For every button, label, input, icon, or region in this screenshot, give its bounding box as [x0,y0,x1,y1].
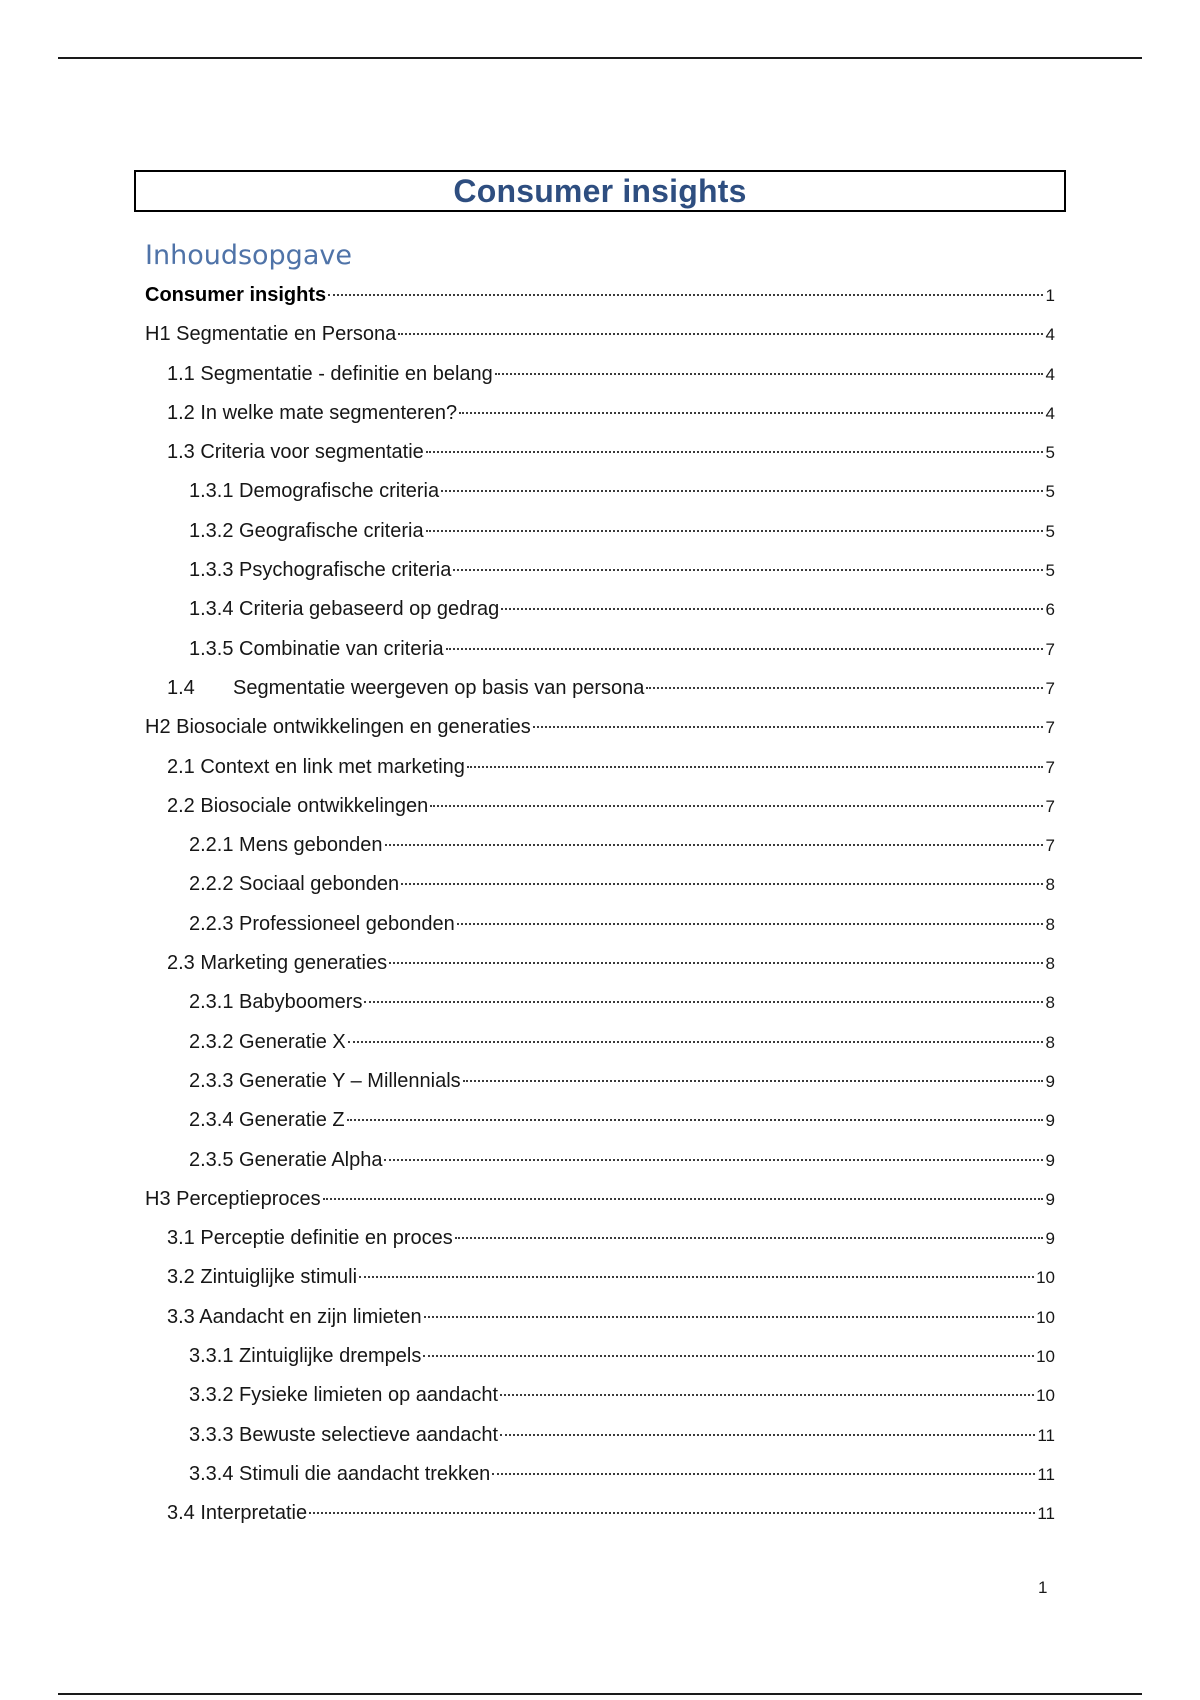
toc-entry-title: H2 Biosociale ontwikkelingen en generaties [145,716,531,739]
toc-entry-page: 8 [1045,914,1055,934]
toc-entry-page: 4 [1045,403,1055,423]
toc-entry[interactable] [145,590,1055,629]
toc-entry-page: 11 [1037,1464,1055,1484]
toc-entry-title: H1 Segmentatie en Persona [145,323,397,346]
toc-dot-leader [501,608,1043,610]
toc-entry[interactable] [145,472,1055,511]
toc-dot-leader [495,373,1043,375]
toc-entry-page: 7 [1045,796,1055,816]
toc-entry-page: 9 [1045,1071,1055,1091]
toc-entry-page: 8 [1045,954,1055,974]
toc-entry[interactable] [145,1337,1055,1376]
toc-entry[interactable] [145,630,1055,669]
toc-entry-title: 1.2 In welke mate segmenteren? [167,401,458,424]
toc-entry-title: 2.2.2 Sociaal gebonden [189,873,400,896]
toc-entry-title: 3.4 Interpretatie [167,1502,308,1525]
toc-heading: Inhoudsopgave [145,240,352,271]
toc-entry-title: 3.1 Perceptie definitie en proces [167,1227,453,1250]
toc-entry-title: 3.3.2 Fysieke limieten op aandacht [189,1384,499,1407]
toc-dot-leader [455,1237,1043,1239]
toc-dot-leader [389,962,1043,964]
toc-entry-page: 9 [1045,1111,1055,1131]
table-of-contents [145,276,1055,1534]
toc-dot-leader [348,1041,1043,1043]
toc-entry-title: 3.3 Aandacht en zijn limieten [167,1305,422,1328]
toc-entry[interactable] [145,1494,1055,1533]
toc-entry-title: 1.3.2 Geografische criteria [189,519,424,542]
toc-dot-leader [453,569,1043,571]
toc-entry[interactable] [145,748,1055,787]
toc-entry-page: 9 [1045,1189,1055,1209]
toc-entry[interactable] [145,394,1055,433]
toc-entry-page: 5 [1045,561,1055,581]
toc-entry[interactable] [145,1180,1055,1219]
toc-entry-title: 2.3.1 Babyboomers [189,991,363,1014]
toc-dot-leader [492,1473,1035,1475]
toc-dot-leader [423,1355,1034,1357]
toc-dot-leader [533,726,1043,728]
toc-dot-leader [364,1001,1043,1003]
toc-dot-leader [426,451,1043,453]
toc-entry[interactable] [145,551,1055,590]
toc-dot-leader [385,844,1044,846]
toc-entry-page: 5 [1045,521,1055,541]
toc-entry-page: 9 [1045,1229,1055,1249]
toc-entry-page: 7 [1045,836,1055,856]
toc-dot-leader [646,687,1043,689]
toc-entry[interactable] [145,983,1055,1022]
toc-entry-title: 2.3 Marketing generaties [167,952,388,975]
toc-entry-title: 3.3.4 Stimuli die aandacht trekken [189,1462,491,1485]
toc-entry-page: 7 [1045,757,1055,777]
toc-entry[interactable] [145,905,1055,944]
toc-dot-leader [401,883,1043,885]
toc-entry[interactable] [145,433,1055,472]
toc-dot-leader [500,1434,1035,1436]
toc-entry-page: 11 [1037,1504,1055,1524]
toc-entry[interactable] [145,708,1055,747]
toc-entry-page: 9 [1045,1150,1055,1170]
toc-dot-leader [359,1276,1034,1278]
toc-entry[interactable] [145,1219,1055,1258]
toc-entry-title: 1.1 Segmentatie - definitie en belang [167,362,493,385]
toc-entry-page: 10 [1036,1307,1055,1327]
toc-entry[interactable] [145,944,1055,983]
toc-entry-page: 5 [1045,443,1055,463]
toc-dot-leader [309,1512,1035,1514]
toc-dot-leader [398,333,1043,335]
toc-entry-title: H3 Perceptieproces [145,1187,321,1210]
toc-entry-page: 8 [1045,993,1055,1013]
toc-entry[interactable] [145,1416,1055,1455]
toc-dot-leader [426,530,1043,532]
toc-entry-page: 7 [1045,718,1055,738]
toc-entry[interactable] [145,1298,1055,1337]
toc-dot-leader [463,1080,1043,1082]
toc-entry-title: 2.3.4 Generatie Z [189,1109,345,1132]
toc-dot-leader [446,648,1043,650]
toc-entry-title: 2.2 Biosociale ontwikkelingen [167,794,429,817]
toc-entry[interactable] [145,865,1055,904]
header-rule [58,57,1142,59]
toc-entry[interactable] [145,1376,1055,1415]
toc-entry-page: 8 [1045,1032,1055,1052]
toc-dot-leader [384,1159,1043,1161]
toc-dot-leader [430,805,1043,807]
toc-entry[interactable] [145,1101,1055,1140]
toc-entry[interactable] [145,512,1055,551]
toc-entry-page: 1 [1045,286,1055,305]
toc-entry-page: 6 [1045,600,1055,620]
toc-entry-title: 1.3 Criteria voor segmentatie [167,441,424,464]
toc-dot-leader [347,1119,1043,1121]
toc-entry-title: 1.3.1 Demografische criteria [189,480,440,503]
toc-entry-title: 2.1 Context en link met marketing [167,755,465,778]
toc-entry-page: 10 [1036,1386,1055,1406]
toc-dot-leader [459,412,1043,414]
toc-entry-title: 2.2.3 Professioneel gebonden [189,912,455,935]
toc-entry[interactable] [145,315,1055,354]
toc-dot-leader [328,294,1043,296]
toc-entry[interactable] [145,1258,1055,1297]
toc-dot-leader [323,1198,1043,1200]
toc-entry-title: Segmentatie weergeven op basis van persona [233,676,645,699]
toc-dot-leader [467,766,1043,768]
toc-entry[interactable] [145,1062,1055,1101]
toc-entry-page: 11 [1037,1425,1055,1445]
footer-rule [58,1693,1142,1695]
toc-entry[interactable] [145,276,1055,315]
document-title-box [134,170,1066,212]
toc-entry-title: 2.3.5 Generatie Alpha [189,1148,383,1171]
toc-entry-page: 4 [1045,325,1055,345]
toc-entry-page: 8 [1045,875,1055,895]
toc-entry[interactable] [145,1141,1055,1180]
toc-entry[interactable] [145,1023,1055,1062]
toc-entry-page: 10 [1036,1268,1055,1288]
toc-entry-title: 2.2.1 Mens gebonden [189,834,383,857]
toc-entry[interactable] [145,355,1055,394]
toc-entry-title: 2.3.3 Generatie Y – Millennials [189,1069,461,1092]
toc-entry[interactable] [145,669,1055,708]
toc-entry-title: 3.2 Zintuiglijke stimuli [167,1266,358,1289]
toc-dot-leader [441,490,1043,492]
toc-entry-page: 5 [1045,482,1055,502]
toc-entry-title: 1.3.3 Psychografische criteria [189,559,452,582]
toc-entry-title: 3.3.3 Bewuste selectieve aandacht [189,1423,499,1446]
toc-entry-title: 2.3.2 Generatie X [189,1030,346,1053]
toc-entry-page: 4 [1045,364,1055,384]
toc-entry[interactable] [145,1455,1055,1494]
document-title: Consumer insights [453,172,747,209]
toc-entry-title: 3.3.1 Zintuiglijke drempels [189,1345,422,1368]
toc-entry-title: 1.3.4 Criteria gebaseerd op gedrag [189,598,500,621]
page-number: 1 [1038,1578,1048,1597]
toc-dot-leader [500,1394,1034,1396]
toc-entry-number: 1.4 [167,676,195,699]
toc-entry-title: 1.3.5 Combinatie van criteria [189,637,444,660]
toc-entry-page: 7 [1045,678,1055,698]
toc-dot-leader [424,1316,1034,1318]
toc-entry-page: 10 [1036,1347,1055,1367]
toc-entry-title: Consumer insights [145,284,327,306]
toc-entry[interactable] [145,826,1055,865]
toc-entry[interactable] [145,787,1055,826]
toc-dot-leader [457,923,1043,925]
toc-entry-page: 7 [1045,639,1055,659]
